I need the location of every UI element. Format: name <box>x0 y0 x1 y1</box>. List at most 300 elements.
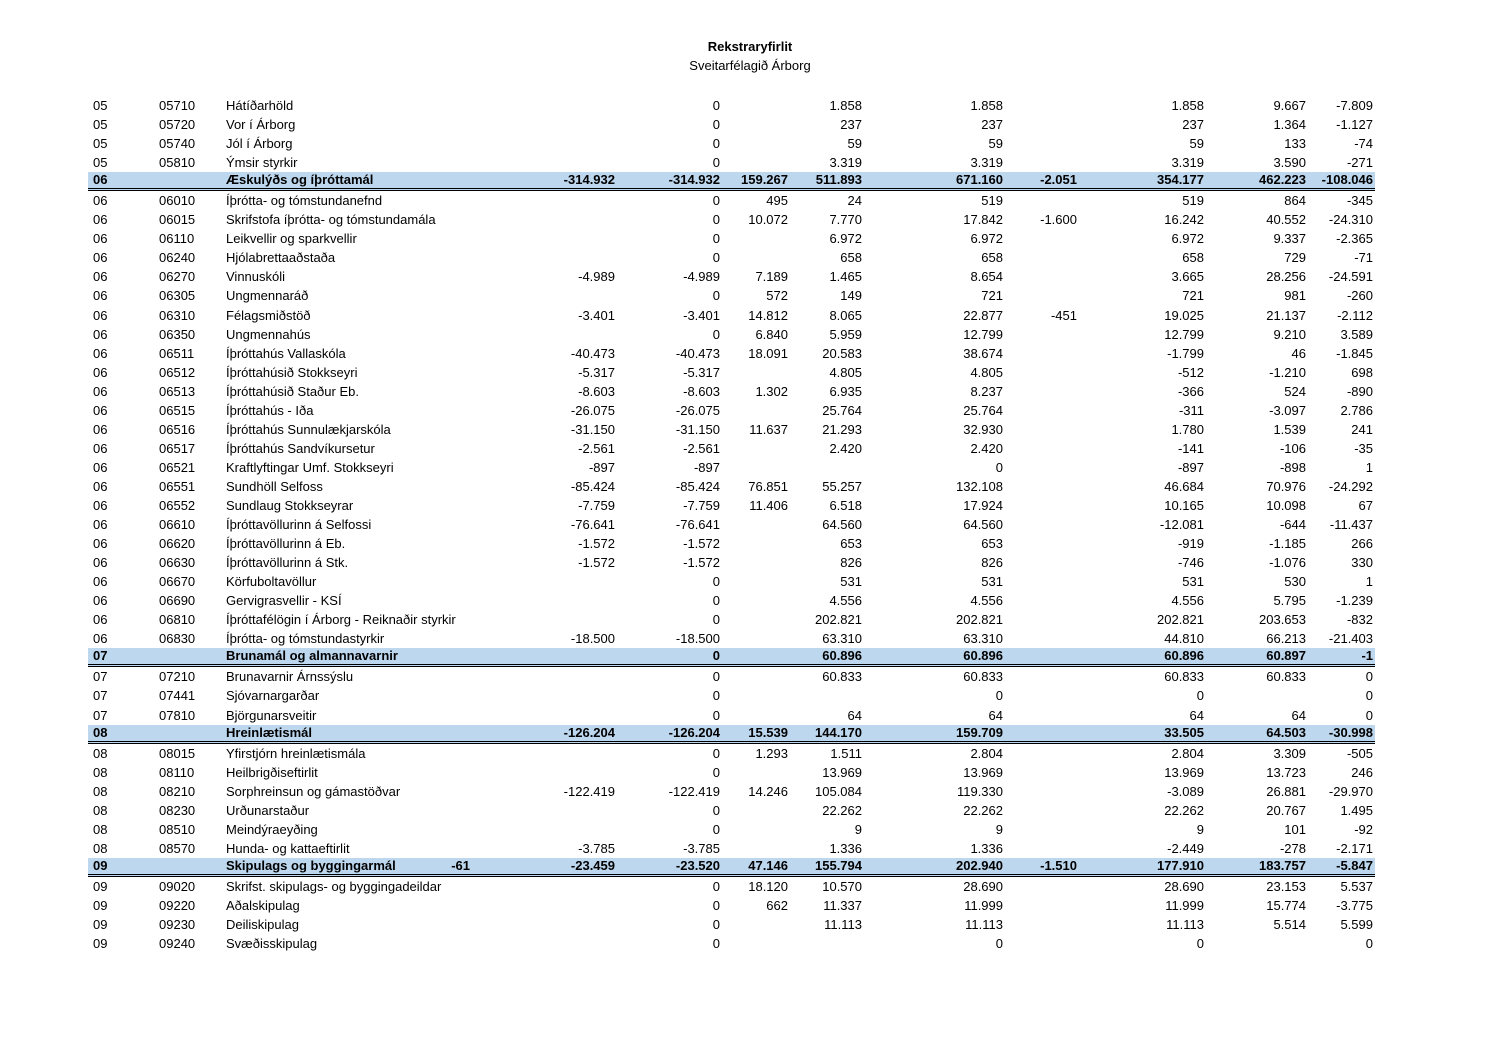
value-col8: 203.653 <box>1259 612 1306 628</box>
value-col5: 13.969 <box>963 764 1003 780</box>
value-col9: 330 <box>1351 555 1373 571</box>
value-col2: -1.572 <box>683 536 720 552</box>
table-row <box>0 134 1500 153</box>
account-name: Meindýraeyðing <box>226 821 318 837</box>
value-extra: -61 <box>451 857 470 873</box>
value-col2: 0 <box>712 593 720 609</box>
value-col7: 11.113 <box>1166 917 1204 933</box>
value-col5: 826 <box>981 555 1003 571</box>
account-name: Vor í Árborg <box>226 117 296 133</box>
value-col2: -122.419 <box>668 783 720 799</box>
account-name: Svæðisskipulag <box>226 936 318 952</box>
value-col9: 0 <box>1365 936 1373 952</box>
value-col9: -108.046 <box>1321 172 1373 188</box>
value-col7: 0 <box>1196 936 1204 952</box>
value-col4: 1.858 <box>829 98 862 113</box>
value-col8: 60.833 <box>1266 669 1306 685</box>
value-col4: 658 <box>840 250 862 266</box>
value-col4: 6.518 <box>829 497 862 513</box>
value-col5: 1.336 <box>970 840 1003 856</box>
value-col3: 14.246 <box>748 783 788 799</box>
account-code: 06310 <box>159 307 196 323</box>
value-col2: 0 <box>712 574 720 590</box>
group-header-row <box>88 858 1375 877</box>
table-row <box>0 458 1500 477</box>
value-col5: 132.108 <box>956 478 1003 494</box>
function-code: 06 <box>93 459 108 475</box>
table-row <box>0 306 1500 325</box>
value-col8: -1.210 <box>1269 364 1306 380</box>
value-col9: -345 <box>1346 193 1373 209</box>
function-code: 06 <box>93 172 108 188</box>
account-code: 09230 <box>159 917 196 933</box>
table-row <box>0 553 1500 572</box>
value-col4: 5.959 <box>829 326 862 342</box>
value-col7: -3.089 <box>1167 783 1204 799</box>
account-code: 06515 <box>159 402 196 418</box>
account-name: Hjólabrettaaðstaða <box>226 250 336 266</box>
account-code: 06552 <box>159 497 196 513</box>
value-col3: 662 <box>766 897 788 913</box>
account-code: 06270 <box>159 269 196 285</box>
account-name: Sundhöll Selfoss <box>226 478 323 494</box>
account-code: 08015 <box>159 745 196 761</box>
account-code: 06516 <box>159 421 196 437</box>
account-name: Leikvellir og sparkvellir <box>226 231 357 247</box>
value-col5: 59 <box>988 136 1003 152</box>
value-col5: 8.237 <box>970 383 1003 399</box>
value-col2: 0 <box>712 707 720 723</box>
value-col1: -5.317 <box>578 364 615 380</box>
value-col8: -106 <box>1279 440 1306 456</box>
account-code: 05710 <box>159 98 196 113</box>
value-col4: 20.583 <box>822 345 862 361</box>
account-code: 07810 <box>159 707 196 723</box>
account-name: Gervigrasvellir - KSÍ <box>226 593 342 609</box>
value-col5: 4.805 <box>970 364 1003 380</box>
value-col7: 237 <box>1182 117 1204 133</box>
value-col2: -3.785 <box>683 840 720 856</box>
value-col2: 0 <box>712 326 720 342</box>
account-name: Jól í Árborg <box>226 136 293 152</box>
table-row <box>0 248 1500 267</box>
function-code: 09 <box>93 878 108 894</box>
value-col9: 241 <box>1351 421 1373 437</box>
value-col2: 0 <box>712 155 720 171</box>
value-col9: -35 <box>1354 440 1373 456</box>
function-code: 06 <box>93 478 108 494</box>
value-col1: -122.419 <box>563 783 615 799</box>
value-col8: 66.213 <box>1266 631 1306 647</box>
function-code: 08 <box>93 802 108 818</box>
value-col4: 13.969 <box>822 764 862 780</box>
table-row <box>0 401 1500 420</box>
value-col7: 12.799 <box>1164 326 1204 342</box>
value-col2: -314.932 <box>668 172 720 188</box>
value-col2: -3.401 <box>683 307 720 323</box>
account-name: Félagsmiðstöð <box>226 307 311 323</box>
value-col7: 44.810 <box>1164 631 1204 647</box>
function-code: 06 <box>93 212 108 228</box>
account-code: 07210 <box>159 669 196 685</box>
value-col8: 20.767 <box>1266 802 1306 818</box>
value-col8: 3.590 <box>1273 155 1306 171</box>
value-col7: 4.556 <box>1171 593 1204 609</box>
value-col2: 0 <box>712 136 720 152</box>
value-col7: 59 <box>1189 136 1204 152</box>
function-code: 07 <box>93 688 108 704</box>
table-row <box>0 877 1500 896</box>
value-col8: 530 <box>1284 574 1306 590</box>
account-code: 06010 <box>159 193 196 209</box>
table-row <box>0 153 1500 172</box>
value-col5: 4.556 <box>970 593 1003 609</box>
value-col1: -85.424 <box>570 478 615 494</box>
value-col8: 9.667 <box>1273 98 1306 113</box>
function-code: 06 <box>93 631 108 647</box>
report-subtitle: Sveitarfélagið Árborg <box>689 58 811 73</box>
function-code: 06 <box>93 612 108 628</box>
function-code: 05 <box>93 117 108 133</box>
value-col5: 0 <box>995 936 1003 952</box>
value-col8: 133 <box>1284 136 1306 152</box>
value-col2: -85.424 <box>675 478 720 494</box>
table-row <box>0 229 1500 248</box>
value-col3: 76.851 <box>748 478 788 494</box>
value-col7: 0 <box>1196 688 1204 704</box>
value-col7: -12.081 <box>1159 517 1204 533</box>
value-col7: -2.449 <box>1167 840 1204 856</box>
value-col8: 40.552 <box>1266 212 1306 228</box>
function-code: 06 <box>93 364 108 380</box>
value-col8: 981 <box>1284 288 1306 304</box>
value-col8: 13.723 <box>1266 764 1306 780</box>
table-row <box>0 439 1500 458</box>
value-col9: -2.112 <box>1337 307 1373 323</box>
value-col4: 60.896 <box>822 648 862 664</box>
account-code: 08510 <box>159 821 196 837</box>
value-col4: 55.257 <box>822 478 862 494</box>
value-col4: 11.113 <box>824 917 862 933</box>
account-name: Skrifstofa íþrótta- og tómstundamála <box>226 212 436 228</box>
value-col5: 17.842 <box>963 212 1003 228</box>
value-col8: -644 <box>1279 517 1306 533</box>
value-col2: -7.759 <box>683 497 720 513</box>
value-col4: 6.935 <box>829 383 862 399</box>
value-col1: -897 <box>588 459 615 475</box>
function-code: 06 <box>93 517 108 533</box>
value-col2: -5.317 <box>683 364 720 380</box>
value-col2: -18.500 <box>675 631 720 647</box>
value-col9: 5.537 <box>1340 878 1373 894</box>
value-col7: 13.969 <box>1164 764 1204 780</box>
account-name: Íþróttahús Sandvíkursetur <box>226 440 375 456</box>
value-col7: 19.025 <box>1164 307 1204 323</box>
value-col1: -2.561 <box>578 440 615 456</box>
function-code: 05 <box>93 136 108 152</box>
value-col5: 0 <box>995 688 1003 704</box>
account-code: 06350 <box>159 326 196 342</box>
table-row <box>0 782 1500 801</box>
table-row <box>0 801 1500 820</box>
value-col2: 0 <box>712 117 720 133</box>
table-row <box>0 934 1500 953</box>
value-col5: 60.833 <box>963 669 1003 685</box>
value-col9: -71 <box>1354 250 1373 266</box>
value-col8: 729 <box>1284 250 1306 266</box>
table-row <box>0 686 1500 705</box>
value-col2: 0 <box>712 745 720 761</box>
account-code: 06513 <box>159 383 196 399</box>
value-col8: 101 <box>1284 821 1306 837</box>
value-col9: 0 <box>1365 669 1373 685</box>
account-code: 06511 <box>159 345 195 361</box>
account-code: 08230 <box>159 802 196 818</box>
account-name: Aðalskipulag <box>226 897 300 913</box>
account-code: 09020 <box>159 878 196 894</box>
account-name: Sjóvarnargarðar <box>226 688 320 704</box>
value-col1: -3.785 <box>578 840 615 856</box>
account-name: Ýmsir styrkir <box>226 155 298 171</box>
value-col4: 2.420 <box>829 440 862 456</box>
function-code: 06 <box>93 402 108 418</box>
account-name: Kraftlyftingar Umf. Stokkseyri <box>226 459 394 475</box>
account-code: 09240 <box>159 936 196 952</box>
value-col4: 59 <box>847 136 862 152</box>
value-col9: -890 <box>1346 383 1373 399</box>
value-col9: 5.599 <box>1340 917 1373 933</box>
account-name: Deiliskipulag <box>226 917 299 933</box>
value-col3: 572 <box>766 288 788 304</box>
value-col7: 354.177 <box>1157 172 1204 188</box>
value-col5: 0 <box>995 459 1003 475</box>
value-col7: 60.833 <box>1164 669 1204 685</box>
account-code: 06810 <box>159 612 196 628</box>
report-title: Rekstraryfirlit <box>707 39 793 54</box>
value-col6: -1.510 <box>1040 857 1077 873</box>
value-col5: 658 <box>981 250 1003 266</box>
value-col9: 1 <box>1365 459 1373 475</box>
value-col5: 60.896 <box>963 648 1003 664</box>
function-code: 08 <box>93 724 108 740</box>
table-row <box>0 496 1500 515</box>
value-col3: 6.840 <box>755 326 788 342</box>
function-code: 05 <box>93 98 108 113</box>
value-col5: 202.940 <box>956 857 1003 873</box>
value-col9: -11.437 <box>1329 517 1373 533</box>
value-col7: 11.999 <box>1165 897 1204 913</box>
value-col2: -40.473 <box>675 345 720 361</box>
value-col8: 28.256 <box>1266 269 1306 285</box>
value-col2: 0 <box>712 936 720 952</box>
value-col8: 60.897 <box>1266 648 1306 664</box>
value-col2: 0 <box>712 98 720 113</box>
value-col1: -31.150 <box>570 421 615 437</box>
value-col7: 33.505 <box>1164 724 1204 740</box>
value-col9: -29.970 <box>1328 783 1373 799</box>
value-col4: 21.293 <box>822 421 862 437</box>
value-col5: 721 <box>981 288 1003 304</box>
value-col4: 6.972 <box>829 231 862 247</box>
value-col4: 653 <box>840 536 862 552</box>
value-col5: 22.262 <box>963 802 1003 818</box>
value-col4: 9 <box>854 821 862 837</box>
value-col7: 721 <box>1182 288 1204 304</box>
value-col1: -18.500 <box>570 631 615 647</box>
value-col3: 495 <box>766 193 788 209</box>
account-code: 06670 <box>159 574 196 590</box>
value-col7: 531 <box>1182 574 1204 590</box>
value-col9: -1.127 <box>1336 117 1373 133</box>
account-code: 05810 <box>159 155 196 171</box>
value-col5: 3.319 <box>970 155 1003 171</box>
function-code: 09 <box>93 857 108 873</box>
value-col6: -1.600 <box>1040 212 1077 228</box>
function-code: 07 <box>93 648 108 664</box>
value-col4: 144.170 <box>815 724 862 740</box>
value-col4: 60.833 <box>822 669 862 685</box>
value-col2: -1.572 <box>683 555 720 571</box>
value-col4: 237 <box>840 117 862 133</box>
account-code: 05740 <box>159 136 196 152</box>
function-code: 06 <box>93 555 108 571</box>
account-name: Brunavarnir Árnssýslu <box>226 669 354 685</box>
value-col2: -126.204 <box>668 724 720 740</box>
value-col2: 0 <box>712 897 720 913</box>
function-code: 06 <box>93 193 108 209</box>
value-col4: 149 <box>840 288 862 304</box>
value-col8: 15.774 <box>1266 897 1306 913</box>
value-col5: 12.799 <box>963 326 1003 342</box>
account-name: Yfirstjórn hreinlætismála <box>226 745 366 761</box>
value-col9: 0 <box>1365 688 1373 704</box>
value-col1: -314.932 <box>563 172 615 188</box>
function-code: 09 <box>93 897 108 913</box>
account-code: 06610 <box>159 517 196 533</box>
table-row <box>0 591 1500 610</box>
group-header-row <box>88 725 1375 744</box>
account-name: Íþróttavöllurinn á Stk. <box>226 555 349 571</box>
value-col8: 46 <box>1291 345 1306 361</box>
value-col2: -8.603 <box>683 383 720 399</box>
table-row <box>0 286 1500 305</box>
value-col1: -4.989 <box>578 269 615 285</box>
table-row <box>0 820 1500 839</box>
value-col4: 11.337 <box>823 897 862 913</box>
value-col5: 38.674 <box>963 345 1003 361</box>
value-col1: -1.572 <box>578 536 615 552</box>
value-col2: -897 <box>693 459 720 475</box>
value-col5: 2.420 <box>970 440 1003 456</box>
value-col7: -311 <box>1178 402 1204 418</box>
value-col9: -1.845 <box>1336 345 1373 361</box>
value-col7: 2.804 <box>1171 745 1204 761</box>
value-col7: -897 <box>1177 459 1204 475</box>
account-code: 06110 <box>159 231 195 247</box>
account-name: Hreinlætismál <box>226 724 312 740</box>
value-col2: 0 <box>712 648 720 664</box>
value-col2: 0 <box>712 821 720 837</box>
value-col7: 3.319 <box>1171 155 1204 171</box>
value-col4: 22.262 <box>822 802 862 818</box>
value-col4: 8.065 <box>829 307 862 323</box>
value-col7: 202.821 <box>1157 612 1204 628</box>
value-col8: 64 <box>1291 707 1306 723</box>
table-row <box>0 515 1500 534</box>
value-col8: 462.223 <box>1259 172 1306 188</box>
value-col9: -7.809 <box>1336 98 1373 113</box>
value-col1: -40.473 <box>570 345 615 361</box>
account-code: 06240 <box>159 250 196 266</box>
function-code: 06 <box>93 421 108 437</box>
function-code: 08 <box>93 783 108 799</box>
value-col9: 246 <box>1351 764 1373 780</box>
value-col9: -24.292 <box>1328 478 1373 494</box>
value-col4: 63.310 <box>822 631 862 647</box>
value-col7: 1.858 <box>1171 98 1204 113</box>
table-row <box>0 210 1500 229</box>
account-name: Vinnuskóli <box>226 269 286 285</box>
value-col9: 0 <box>1365 707 1373 723</box>
account-name: Íþróttavöllurinn á Eb. <box>226 536 346 552</box>
value-col7: 60.896 <box>1164 648 1204 664</box>
value-col7: -366 <box>1177 383 1204 399</box>
value-col7: 28.690 <box>1164 878 1204 894</box>
value-col8: 9.337 <box>1273 231 1306 247</box>
value-col9: -505 <box>1346 745 1373 761</box>
function-code: 07 <box>93 707 108 723</box>
value-col3: 11.406 <box>749 497 788 513</box>
account-code: 05720 <box>159 117 196 133</box>
value-col9: -2.365 <box>1336 231 1373 247</box>
value-col8: 70.976 <box>1266 478 1306 494</box>
value-col7: 6.972 <box>1171 231 1204 247</box>
value-col5: 9 <box>995 821 1003 837</box>
value-col7: -512 <box>1177 364 1204 380</box>
value-col9: 1 <box>1365 574 1373 590</box>
account-name: Íþróttavöllurinn á Selfossi <box>226 517 372 533</box>
value-col7: -141 <box>1177 440 1204 456</box>
value-col4: 155.794 <box>815 857 862 873</box>
account-name: Björgunarsveitir <box>226 707 317 723</box>
table-row <box>0 382 1500 401</box>
account-name: Ungmennahús <box>226 326 311 342</box>
value-col3: 159.267 <box>741 172 788 188</box>
value-col5: 25.764 <box>963 402 1003 418</box>
function-code: 06 <box>93 345 108 361</box>
value-col2: 0 <box>712 917 720 933</box>
financial-table <box>0 96 1500 953</box>
table-row <box>0 667 1500 686</box>
value-col5: 202.821 <box>956 612 1003 628</box>
value-col2: -26.075 <box>675 402 720 418</box>
value-col7: 177.910 <box>1157 857 1204 873</box>
value-col4: 64 <box>847 707 862 723</box>
function-code: 07 <box>93 669 108 685</box>
table-row <box>0 96 1500 115</box>
value-col8: -3.097 <box>1269 402 1306 418</box>
function-code: 06 <box>93 326 108 342</box>
account-name: Skipulags og byggingarmál <box>226 857 396 873</box>
value-col8: -1.185 <box>1269 536 1306 552</box>
value-col2: 0 <box>712 688 720 704</box>
value-col5: 63.310 <box>963 631 1003 647</box>
value-col7: 16.242 <box>1164 212 1204 228</box>
value-col2: 0 <box>712 193 720 209</box>
table-row <box>0 629 1500 648</box>
account-name: Íþróttahús - Iða <box>226 402 314 418</box>
account-code: 07441 <box>159 688 196 704</box>
